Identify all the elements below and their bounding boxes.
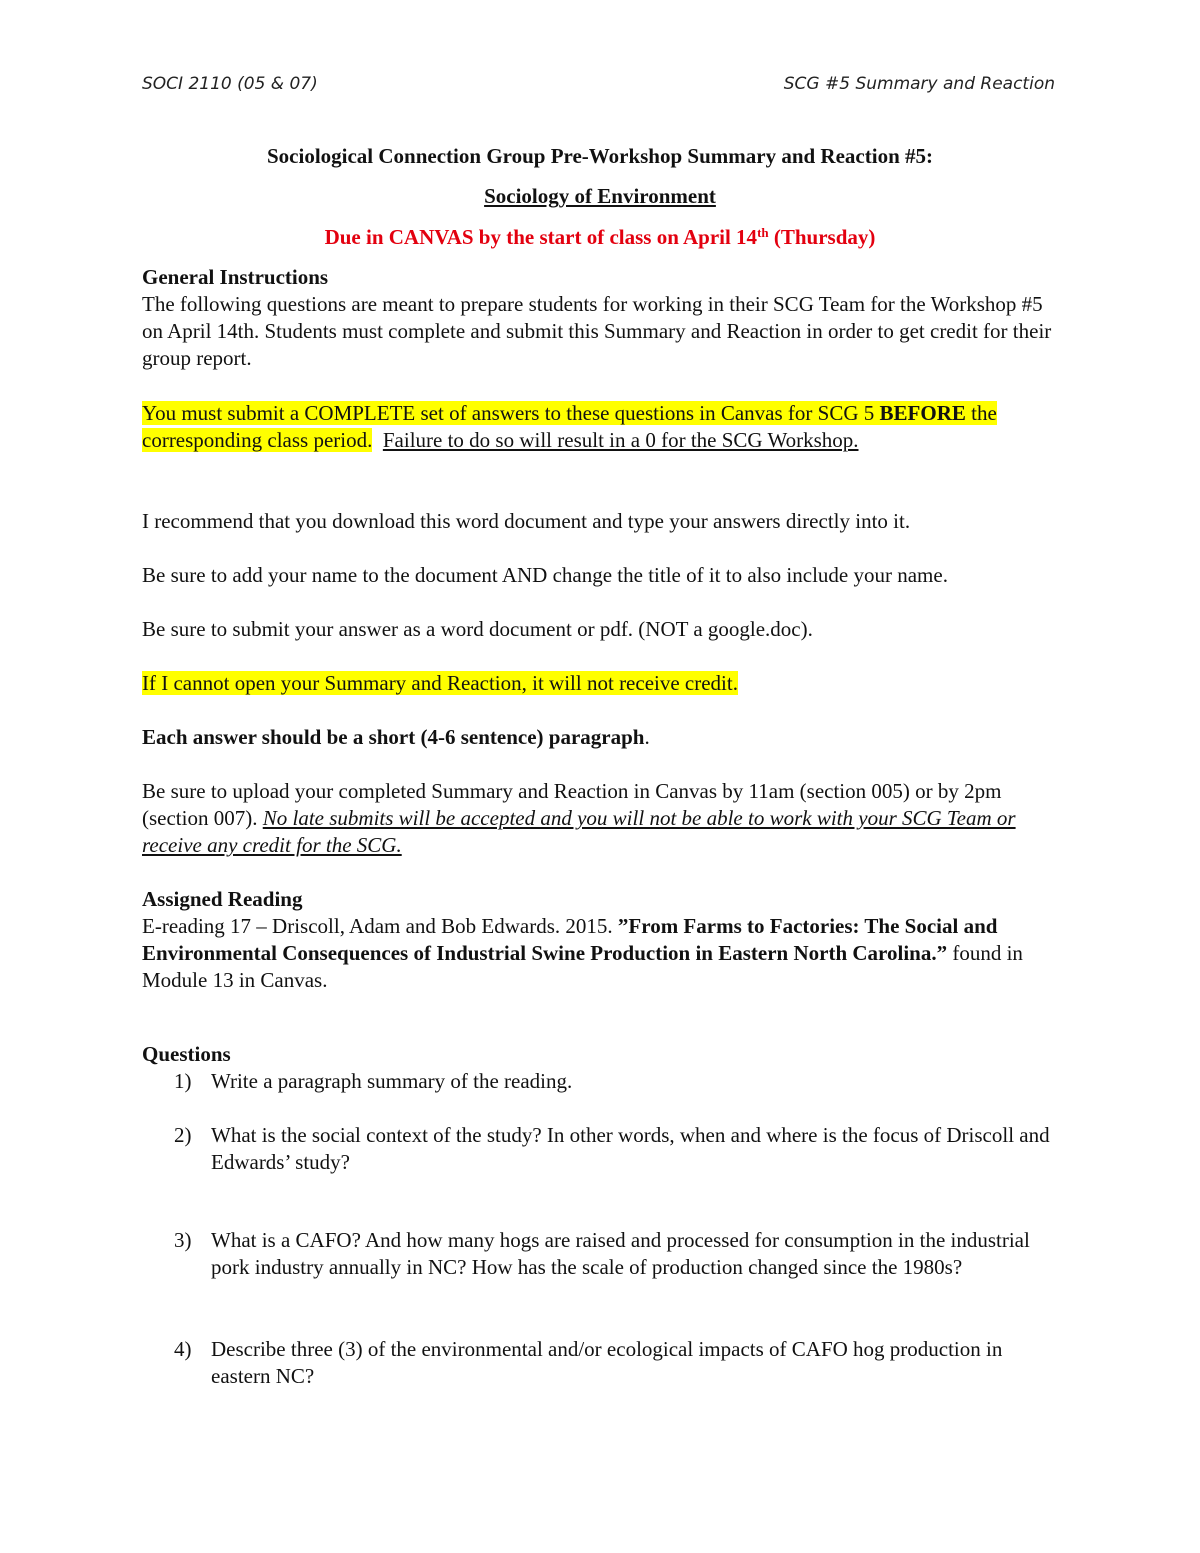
credit-note-text: If I cannot open your Summary and Reaction, it will not receive credit. — [142, 671, 738, 695]
format-note: Be sure to submit your answer as a word document or pdf. (NOT a google.doc). — [142, 617, 813, 641]
question-text: What is the social context of the study? In other words, when and where is the focus of Driscoll and Edwards’ study? — [211, 1123, 1050, 1174]
reading-title: ”From Farms to Factories: The Social and Environmental Consequences of Industrial Swine Production in Eastern North Carolina.” — [142, 914, 998, 965]
question-text: Describe three (3) of the environmental and/or ecological impacts of CAFO hog production in eastern NC? — [211, 1337, 1003, 1388]
name-note: Be sure to add your name to the document AND change the title of it to also include your name. — [142, 563, 948, 587]
recommend-note: I recommend that you download this word document and type your answers directly into it. — [142, 509, 911, 533]
general-instructions-text: The following questions are meant to prepare students for working in their SCG Team for the Workshop #5 on April 14th. Students must complete and submit this Summary and Reaction in order to get credit for their group report. — [142, 292, 1052, 370]
general-instructions-heading: General Instructions — [142, 265, 329, 289]
header-assignment: SCG #5 Summary and Reaction — [783, 74, 1055, 94]
general-instructions-section — [142, 264, 1067, 372]
length-note-period: . — [644, 725, 650, 749]
question-text: Write a paragraph summary of the reading. — [211, 1069, 573, 1093]
question-number: 1) — [174, 1069, 192, 1093]
question-number: 4) — [174, 1337, 192, 1361]
reading-location: found in Module 13 in Canvas. — [142, 941, 1023, 992]
question-item — [142, 1068, 1067, 1095]
length-note-text: Each answer should be a short (4-6 sentence) paragraph — [142, 725, 645, 749]
assigned-reading-section — [142, 886, 1067, 994]
due-ordinal: th — [757, 225, 769, 240]
questions-heading: Questions — [142, 1042, 231, 1066]
question-item — [142, 1336, 1067, 1390]
upload-note-warning: No late submits will be accepted and you will not be able to work with your SCG Team or receive any credit for the SCG. — [142, 806, 1016, 857]
question-number: 2) — [174, 1123, 192, 1147]
upload-note — [142, 778, 1067, 859]
document-subtitle: Sociology of Environment — [484, 184, 716, 208]
submit-notice — [142, 400, 1067, 454]
header-course: SOCI 2110 (05 & 07) — [142, 74, 318, 94]
assigned-reading-heading: Assigned Reading — [142, 887, 303, 911]
reading-citation: E-reading 17 – Driscoll, Adam and Bob Edwards. 2015. — [142, 914, 618, 938]
credit-note — [142, 670, 1067, 697]
length-note — [142, 724, 1067, 751]
submit-notice-penalty: Failure to do so will result in a 0 for the SCG Workshop. — [382, 428, 859, 452]
due-text: Due in CANVAS by the start of class on April 14 — [324, 225, 758, 249]
submit-notice-period: the corresponding class period. — [142, 401, 997, 452]
question-item — [142, 1227, 1067, 1281]
submit-notice-before: BEFORE — [879, 401, 966, 425]
submit-notice-text: You must submit a COMPLETE set of answers to these questions in Canvas for SCG 5 — [142, 401, 880, 425]
question-item — [142, 1122, 1067, 1176]
due-day: (Thursday) — [768, 225, 876, 249]
question-text: What is a CAFO? And how many hogs are raised and processed for consumption in the industrial pork industry annually in NC? How has the scale of production changed since the 1980s? — [211, 1228, 1030, 1279]
question-number: 3) — [174, 1228, 192, 1252]
document-title: Sociological Connection Group Pre-Workshop Summary and Reaction #5: — [266, 144, 933, 168]
upload-note-text: Be sure to upload your completed Summary and Reaction in Canvas by 11am (section 005) or by 2pm (section 007). — [142, 779, 1002, 830]
due-date-notice — [0, 225, 1200, 250]
page-header — [142, 74, 1055, 100]
